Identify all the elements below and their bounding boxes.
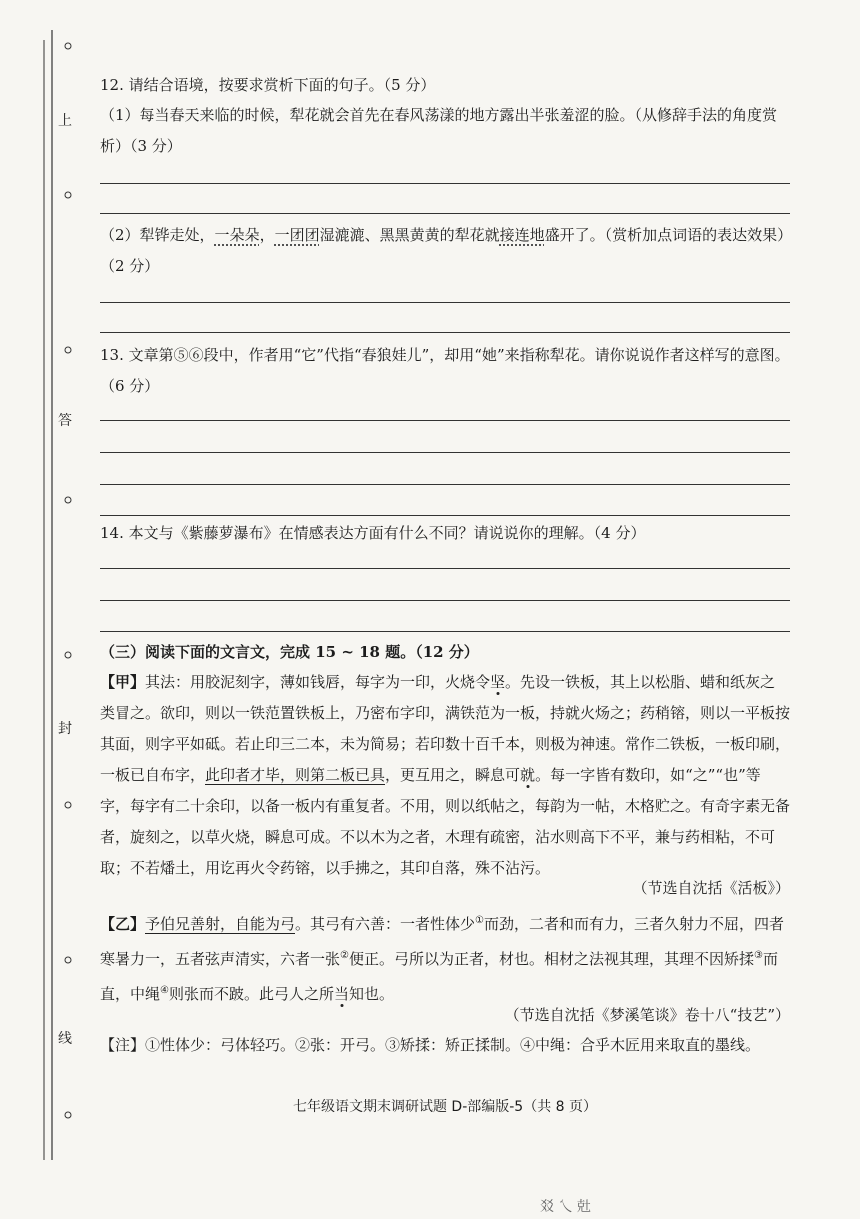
dotted-word: 当: [334, 985, 350, 1003]
passage-yi-text: 知也。: [349, 985, 395, 1003]
page-footer: 七年级语文期末调研试题 D-部编版-5（共 8 页）: [292, 1099, 598, 1115]
section3-title: （三）阅读下面的文言文，完成 15 ~ 18 题。（12 分）: [100, 643, 479, 661]
passage-jia-source: （节选自沈括《活板》）: [632, 879, 790, 897]
q12-part2-post: 盛开了。（赏析加点词语的表达效果）（2 分）: [100, 226, 785, 275]
margin-scribble: 㸚 乀 兙: [540, 1199, 591, 1215]
binding-char: 封: [58, 721, 72, 737]
q12-part2: [100, 220, 790, 282]
annotation-note: 【注】①性体少：弓体轻巧。②张：开弓。③矫揉：矫正揉制。④中绳：合乎木匠用来取直的墨线。: [100, 1036, 761, 1054]
answer-line[interactable]: [100, 484, 790, 485]
dotted-word: 一团团: [274, 226, 320, 244]
passage-jia-text: 。每一字皆有数印，如“之”“也”等字，每字有二十余印，以备一板内有重复者。不用，则以纸帖之，每韵为一帖，木格贮之。有奇字素无备者，旋刻之，以草火烧，瞬息可成。不以木为之者，木理有疏密，沾水则高下不平，兼与药相粘，不可取；不若燔土，用讫再火令药镕，以手拂之，其印自落，殊不沾污。: [100, 766, 791, 877]
passage-yi: [100, 905, 790, 1010]
answer-line[interactable]: [100, 568, 790, 569]
binding-char: 上: [58, 113, 72, 129]
passage-jia: [100, 667, 790, 884]
passage-jia-label: 【甲】: [100, 673, 146, 691]
answer-line[interactable]: [100, 332, 790, 333]
answer-line[interactable]: [100, 600, 790, 601]
answer-line[interactable]: [100, 631, 790, 632]
binding-margin: [0, 0, 80, 1215]
dotted-word: 就: [520, 766, 536, 784]
footnote-mark: ④: [160, 985, 169, 996]
footnote-mark: ③: [754, 950, 763, 961]
q12-part1: （1）每当春天来临的时候，犁花就会首先在春风荡漾的地方露出半张羞涩的脸。（从修辞手法的角度赏析）（3 分）: [100, 106, 778, 155]
answer-line[interactable]: [100, 183, 790, 184]
passage-yi-source: （节选自沈括《梦溪笔谈》卷十八“技艺”）: [504, 1006, 790, 1024]
binding-char: 线: [58, 1031, 72, 1047]
passage-jia-text: 。先设一铁板，其上以松脂、蜡和纸灰之类冒之。欲印，则以一铁范置铁板上，乃密布字印，满铁范为一板，持就火炀之；药稍镕，则以一平板按其面，则字平如砥。若止印三二本，未为简易；若印数十百千本，则极为神速。常作二铁板，一板印刷，一板已自布字，: [100, 673, 791, 784]
underlined-sentence: 此印者才毕，则第二板已具: [205, 766, 386, 784]
passage-jia-text: ，更互用之，瞬息可: [385, 766, 521, 784]
q12-title: 12. 请结合语境，按要求赏析下面的句子。（5 分）: [100, 76, 436, 94]
binding-char: 答: [58, 413, 72, 429]
q12-part2-sep: ，: [259, 226, 275, 244]
passage-yi-text: 而劲，二者和而有力，三者久射力不屈，四者寒暑力一，五者弦声清实，六者一张: [100, 915, 785, 968]
passage-yi-label: 【乙】: [100, 915, 146, 933]
passage-yi-text: 便正。弓所以为正者，材也。相材之法视其理，其理不因矫揉: [348, 950, 754, 968]
q13-text: 13. 文章第⑤⑥段中，作者用“它”代指“春狼娃儿”，却用“她”来指称犁花。请你说说作者这样写的意图。（6 分）: [100, 346, 790, 395]
dotted-word: 坚: [490, 673, 506, 691]
answer-line[interactable]: [100, 515, 790, 516]
dotted-word: [215, 226, 260, 244]
q14-text: 14. 本文与《紫藤萝瀑布》在情感表达方面有什么不同？请说说你的理解。（4 分）: [100, 524, 646, 542]
underlined-sentence: 予伯兄善射，自能为弓: [145, 915, 296, 933]
dotted-text: 一朵朵: [214, 226, 260, 244]
dotted-word: 接连地: [499, 226, 545, 244]
footnote-mark: ②: [340, 950, 349, 961]
answer-line[interactable]: [100, 213, 790, 214]
footnote-mark: ①: [475, 915, 485, 926]
q12-part2-mid: 湿漉漉、黑黑黄黄的犁花就: [319, 226, 500, 244]
passage-yi-text: 则张而不跛。此弓人之所: [168, 985, 334, 1003]
passage-yi-text: 而直，中绳: [100, 950, 778, 1003]
answer-line[interactable]: [100, 452, 790, 453]
answer-line[interactable]: [100, 302, 790, 303]
passage-yi-text: 。其弓有六善：一者性体少: [295, 915, 476, 933]
passage-jia-text: 其法：用胶泥刻字，薄如钱唇，每字为一印，火烧令: [145, 673, 491, 691]
q12-part2-text: （2）犁铧走处，: [100, 226, 215, 244]
answer-line[interactable]: [100, 420, 790, 421]
